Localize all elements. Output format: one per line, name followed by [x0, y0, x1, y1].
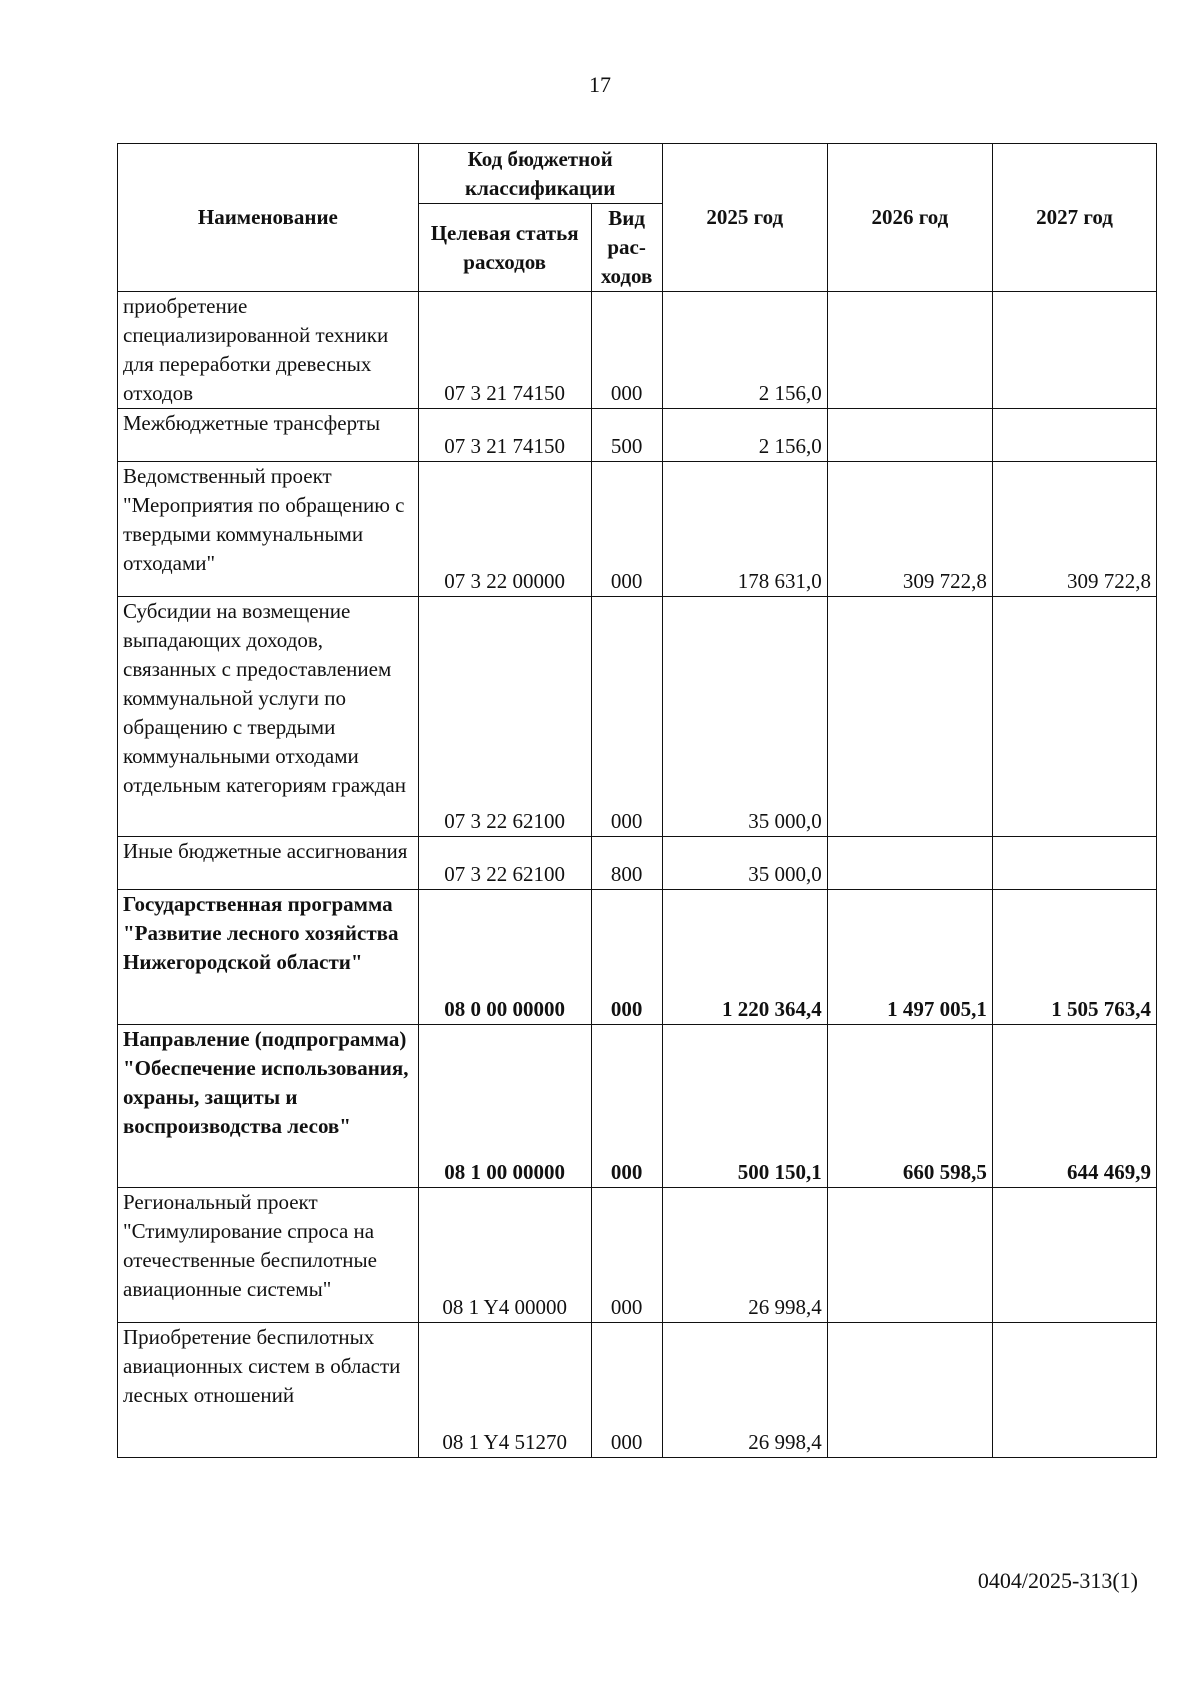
row-expense-kind: 500: [591, 409, 662, 462]
row-value-2025: 178 631,0: [662, 462, 827, 597]
row-target-article: 07 3 22 62100: [418, 837, 591, 890]
table-body: [118, 292, 1157, 1458]
row-target-article: 08 0 00 00000: [418, 890, 591, 1025]
row-name: Государственная программа "Развитие лесного хозяйства Нижегородской области": [118, 890, 419, 1025]
table-row: [118, 597, 1157, 837]
row-expense-kind: 000: [591, 292, 662, 409]
table-row: [118, 409, 1157, 462]
row-expense-kind: 000: [591, 597, 662, 837]
row-value-2027: [992, 597, 1156, 837]
header-name: Наименование: [118, 144, 419, 292]
row-value-2025: 35 000,0: [662, 597, 827, 837]
row-expense-kind: 000: [591, 890, 662, 1025]
row-name: Субсидии на возмещение выпадающих доходов, связанных с предоставлением коммунальной услуги по обращению с твердыми коммунальными отходами отдельным категориям граждан: [118, 597, 419, 837]
header-2025: 2025 год: [662, 144, 827, 292]
row-value-2026: 660 598,5: [827, 1025, 992, 1188]
row-value-2027: 309 722,8: [992, 462, 1156, 597]
row-value-2025: 500 150,1: [662, 1025, 827, 1188]
row-value-2027: [992, 1188, 1156, 1323]
table-row: [118, 890, 1157, 1025]
row-target-article: 08 1 Y4 00000: [418, 1188, 591, 1323]
row-value-2026: 309 722,8: [827, 462, 992, 597]
row-value-2027: [992, 837, 1156, 890]
table-row: [118, 462, 1157, 597]
row-target-article: 07 3 22 00000: [418, 462, 591, 597]
row-value-2026: [827, 837, 992, 890]
table-row: [118, 1323, 1157, 1458]
row-value-2027: [992, 292, 1156, 409]
row-name: Приобретение беспилотных авиационных систем в области лесных отношений: [118, 1323, 419, 1458]
row-target-article: 08 1 00 00000: [418, 1025, 591, 1188]
page-number: 17: [589, 72, 611, 97]
row-value-2027: [992, 1323, 1156, 1458]
row-name: приобретение специализированной техники для переработки древесных отходов: [118, 292, 419, 409]
header-2026: 2026 год: [827, 144, 992, 292]
row-target-article: 08 1 Y4 51270: [418, 1323, 591, 1458]
row-expense-kind: 800: [591, 837, 662, 890]
row-expense-kind: 000: [591, 1188, 662, 1323]
row-value-2026: [827, 292, 992, 409]
row-value-2025: 35 000,0: [662, 837, 827, 890]
row-value-2026: [827, 597, 992, 837]
header-2027: 2027 год: [992, 144, 1156, 292]
table-header: [118, 144, 1157, 292]
row-name: Региональный проект "Стимулирование спроса на отечественные беспилотные авиационные системы": [118, 1188, 419, 1323]
row-value-2025: 1 220 364,4: [662, 890, 827, 1025]
row-target-article: 07 3 22 62100: [418, 597, 591, 837]
header-code-group: Код бюджетной классификации: [418, 144, 662, 204]
document-id: 0404/2025-313(1): [977, 1568, 1138, 1593]
row-value-2025: 26 998,4: [662, 1188, 827, 1323]
header-target-article: Целевая статья расходов: [418, 204, 591, 292]
row-value-2027: 1 505 763,4: [992, 890, 1156, 1025]
table-row: [118, 292, 1157, 409]
row-expense-kind: 000: [591, 1323, 662, 1458]
row-value-2027: 644 469,9: [992, 1025, 1156, 1188]
row-value-2026: [827, 409, 992, 462]
table-row: [118, 1188, 1157, 1323]
row-value-2027: [992, 409, 1156, 462]
budget-table: [117, 143, 1157, 1458]
row-target-article: 07 3 21 74150: [418, 409, 591, 462]
table-row: [118, 1025, 1157, 1188]
row-name: Направление (подпрограмма) "Обеспечение использования, охраны, защиты и воспроизводства лесов": [118, 1025, 419, 1188]
row-value-2026: 1 497 005,1: [827, 890, 992, 1025]
row-name: Иные бюджетные ассигнования: [118, 837, 419, 890]
row-expense-kind: 000: [591, 1025, 662, 1188]
header-expense-kind: Вид рас-ходов: [591, 204, 662, 292]
row-target-article: 07 3 21 74150: [418, 292, 591, 409]
row-name: Межбюджетные трансферты: [118, 409, 419, 462]
row-value-2025: 2 156,0: [662, 292, 827, 409]
row-value-2026: [827, 1323, 992, 1458]
row-name: Ведомственный проект "Мероприятия по обращению с твердыми коммунальными отходами": [118, 462, 419, 597]
row-value-2025: 2 156,0: [662, 409, 827, 462]
row-value-2025: 26 998,4: [662, 1323, 827, 1458]
row-value-2026: [827, 1188, 992, 1323]
row-expense-kind: 000: [591, 462, 662, 597]
table-row: [118, 837, 1157, 890]
